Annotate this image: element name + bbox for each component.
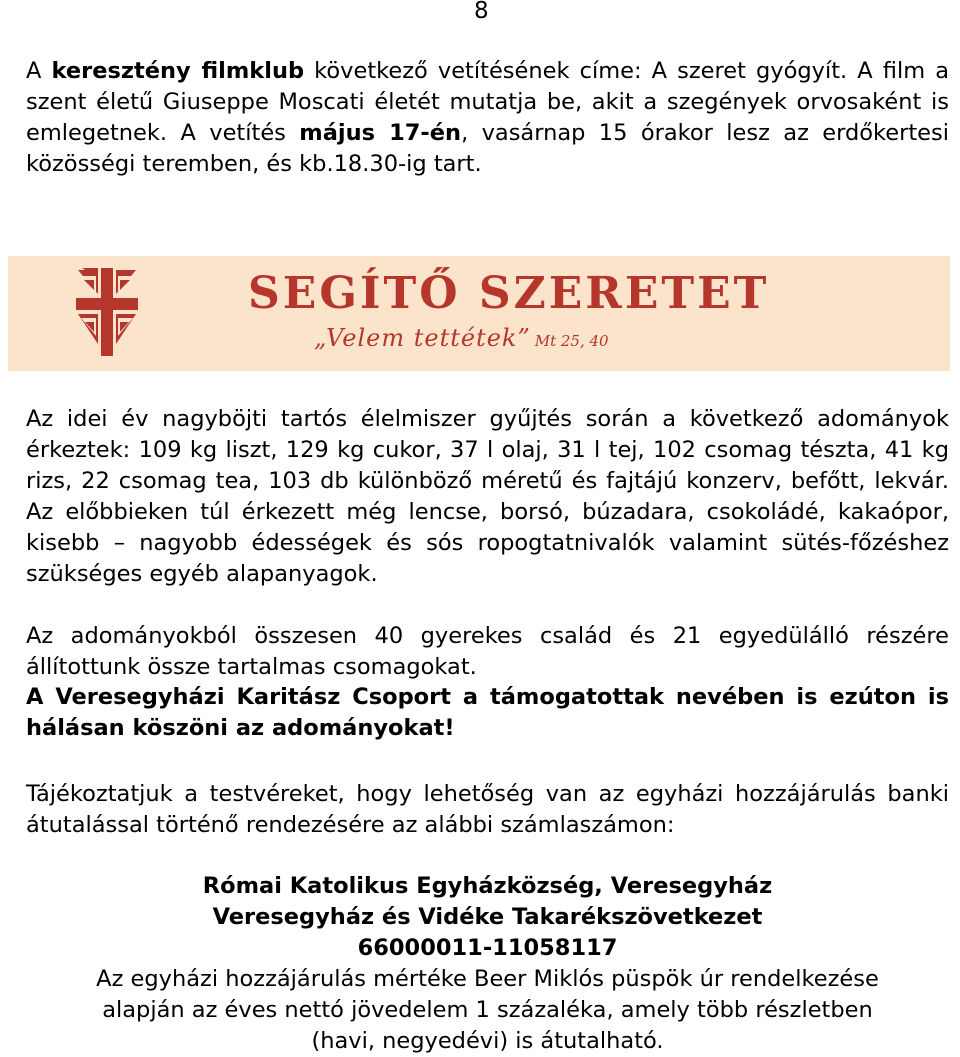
contribution-paragraph — [26, 779, 949, 841]
text-run: , vasárnap 15 órakor lesz az erdőkertesi közösségi teremben, és kb.18.30-ig tart. — [26, 120, 949, 177]
donations-paragraph — [26, 404, 949, 590]
caritas-cross-icon — [76, 268, 138, 356]
text-run: következő vetítésének címe: A szeret gyógyít. A film a szent életű Giuseppe Moscati életét mutatja be, akit a szegények orvosaként is emlegetnek. A vetítés — [26, 58, 949, 146]
banner-title: SEGÍTŐ SZERETET — [248, 268, 770, 319]
bank-name: Veresegyház és Vidéke Takarékszövetkezet — [212, 904, 763, 930]
film-club-paragraph — [26, 56, 949, 180]
account-number: 66000011-11058117 — [357, 935, 618, 961]
contribution-text: Tájékoztatjuk a testvéreket, hogy lehetőség van az egyházi hozzájárulás banki átutalással történő rendezésére az alábbi számlaszámon: — [26, 781, 949, 838]
contribution-note-line: Az egyházi hozzájárulás mértéke Beer Miklós püspök úr rendelkezése — [96, 966, 879, 992]
banner-subtitle — [314, 322, 609, 357]
bank-account-block — [26, 871, 949, 1057]
caritas-banner — [8, 256, 950, 371]
contribution-note-line: alapján az éves nettó jövedelem 1 százaléka, amely több részletben — [102, 997, 873, 1023]
thanks-text: A Veresegyházi Karitász Csoport a támogatottak nevében is ezúton is hálásan köszöni az adományokat! — [26, 684, 949, 741]
donations-text: Az idei év nagyböjti tartós élelmiszer gyűjtés során a következő adományok érkeztek: 109 kg liszt, 129 kg cukor, 37 l olaj, 31 l tej, 102 csomag tészta, 41 kg rizs, 22 csomag tea, 103 db különböző méretű és fajtájú konzerv, befőtt, lekvár. Az előbbieken túl érkezett még lencse, borsó, búzadara, csokoládé, kakaópor, kisebb – nagyobb édességek és sós ropogtatnivalók valamint sütés-főzéshez szükséges egyéb alapanyagok. — [26, 406, 949, 587]
screening-date: május 17-én — [299, 120, 462, 146]
text-run: A — [26, 58, 52, 84]
bible-reference: Mt 25, 40 — [534, 332, 609, 350]
packages-paragraph — [26, 621, 949, 683]
banner-quote: „Velem tettétek” — [314, 324, 531, 352]
contribution-note-line: (havi, negyedévi) is átutalható. — [311, 1028, 664, 1054]
film-club-name: keresztény filmklub — [51, 58, 305, 84]
thanks-paragraph — [26, 682, 949, 744]
film-club-text — [26, 56, 949, 180]
page-number: 8 — [474, 0, 489, 24]
account-holder: Római Katolikus Egyházközség, Veresegyház — [202, 873, 773, 899]
packages-text: Az adományokból összesen 40 gyerekes család és 21 egyedülálló részére állítottunk össze tartalmas csomagokat. — [26, 623, 949, 680]
